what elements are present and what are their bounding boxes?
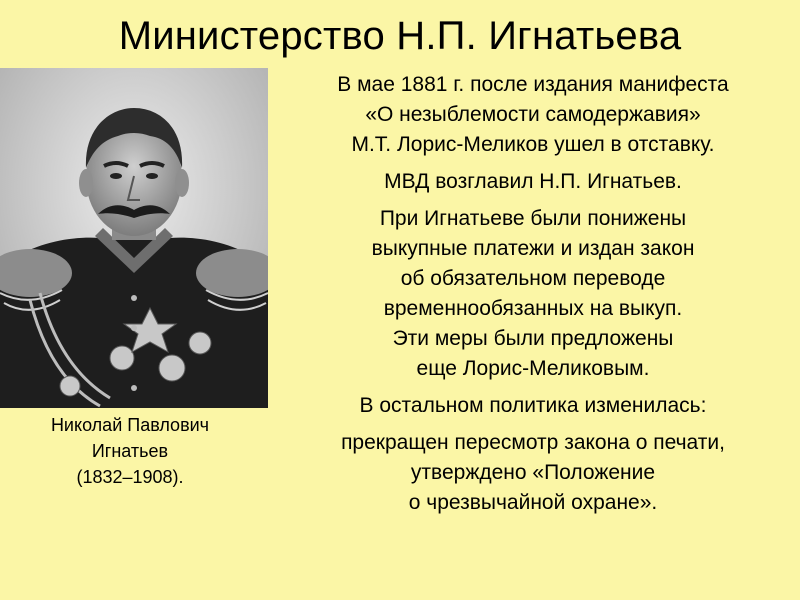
body-text: [280, 70, 786, 525]
text-line: При Игнатьеве были понижены: [379, 207, 687, 230]
text-line: МВД возглавил Н.П. Игнатьев.: [384, 170, 682, 193]
caption-line: Игнатьев: [91, 441, 169, 461]
paragraph-press-law: [280, 428, 786, 518]
caption-line: (1832–1908).: [76, 467, 184, 487]
text-line: об обязательном переводе: [400, 267, 666, 290]
slide-title: Министерство Н.П. Игнатьева: [118, 14, 682, 58]
portrait-illustration: [0, 68, 268, 408]
paragraph-mvd-head: [280, 167, 786, 197]
text-line: Эти меры были предложены: [392, 327, 674, 350]
text-line: утверждено «Положение: [410, 461, 656, 484]
paragraph-reforms: [280, 204, 786, 384]
portrait-image: [0, 68, 268, 408]
text-line: прекращен пересмотр закона о печати,: [341, 431, 725, 454]
text-line: В остальном политика изменилась:: [359, 394, 707, 417]
text-line: еще Лорис-Меликовым.: [416, 357, 650, 380]
text-line: М.Т. Лорис-Меликов ушел в отставку.: [351, 133, 715, 156]
text-line: о чрезвычайной охране».: [408, 491, 658, 514]
paragraph-policy-change: [280, 391, 786, 421]
caption-line: Николай Павлович: [50, 415, 210, 435]
text-line: «О незыблемости самодержавия»: [365, 103, 701, 126]
text-line: В мае 1881 г. после издания манифеста: [337, 73, 729, 96]
text-line: временнообязанных на выкуп.: [383, 297, 683, 320]
portrait-caption: [0, 412, 260, 490]
paragraph-resignation: [280, 70, 786, 160]
text-line: выкупные платежи и издан закон: [371, 237, 695, 260]
